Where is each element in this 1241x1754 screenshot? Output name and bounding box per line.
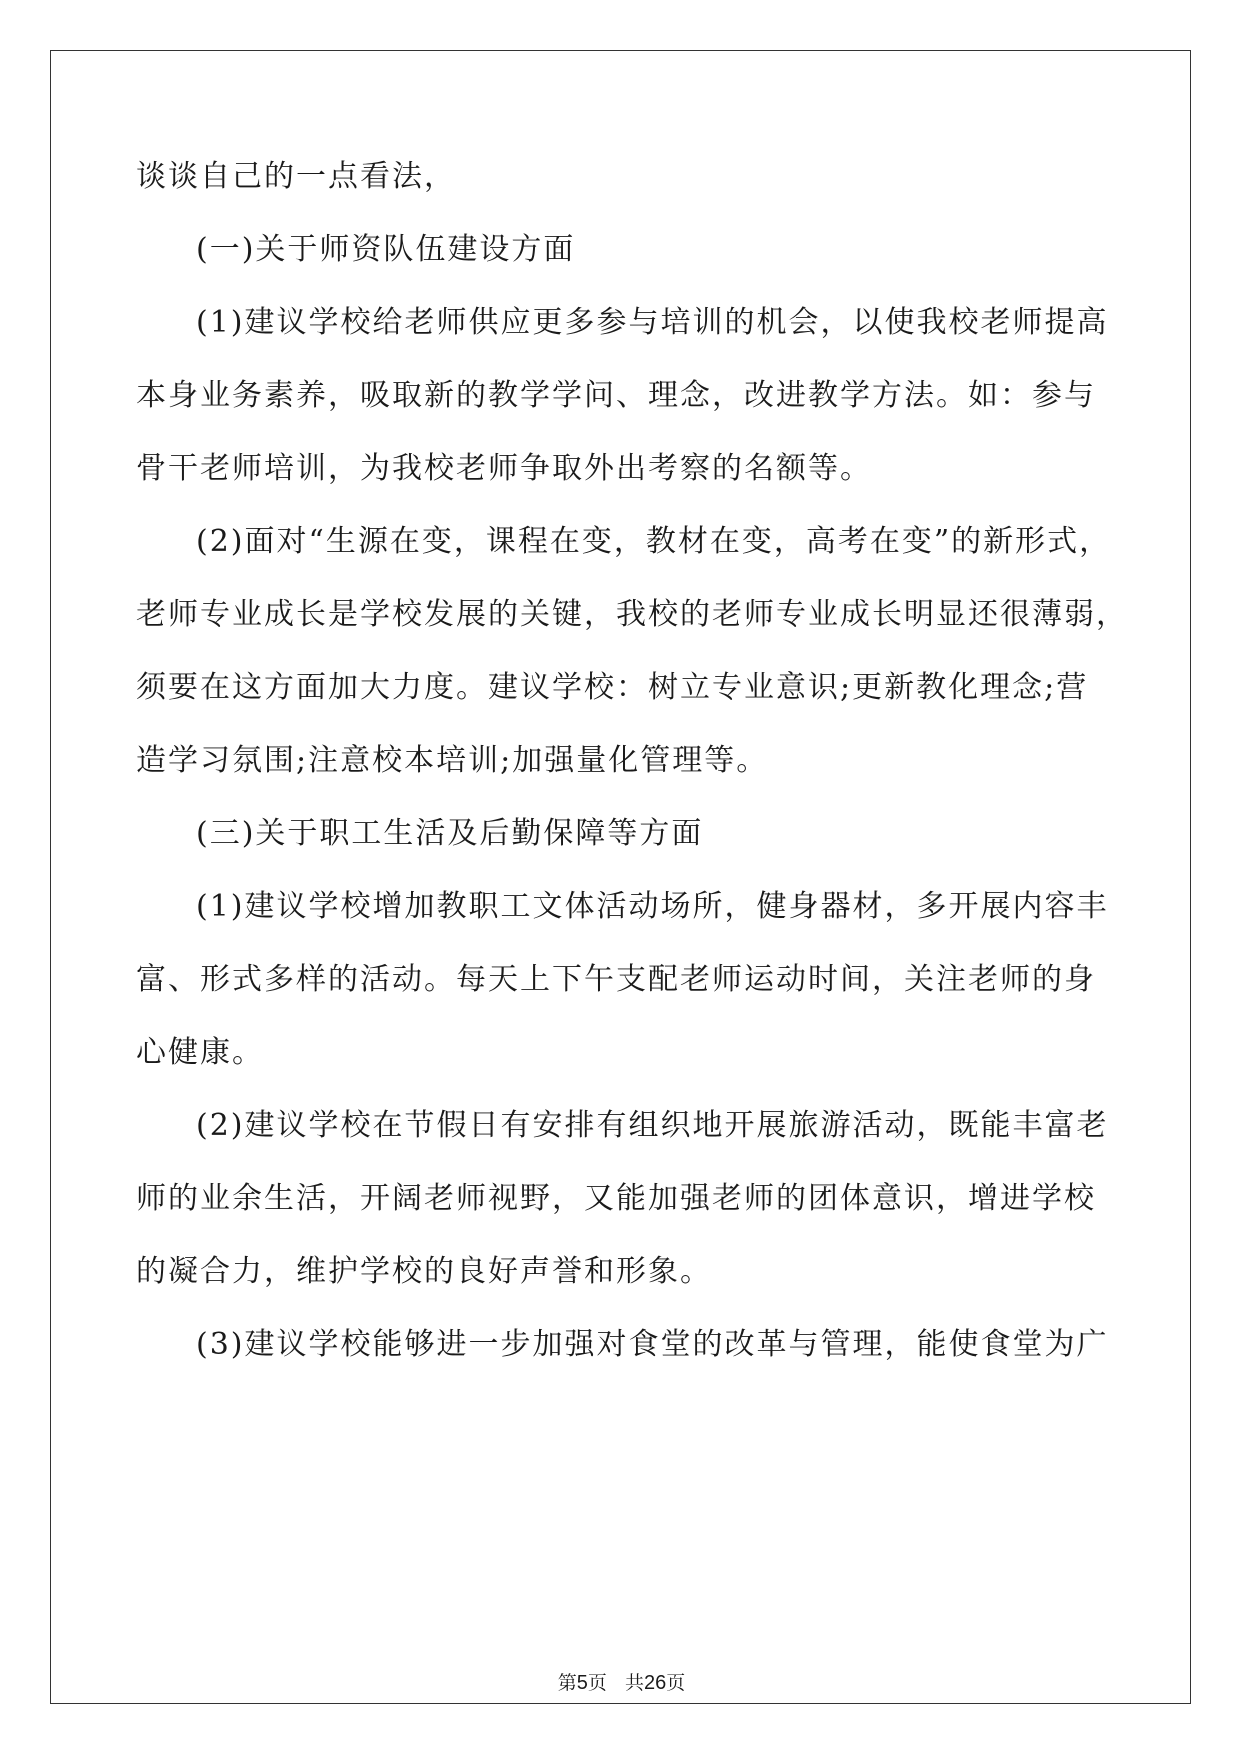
- body-line: (2)面对“生源在变，课程在变，教材在变，高考在变”的新形式，: [196, 524, 1112, 559]
- total-suffix: 页: [666, 1672, 686, 1694]
- body-line: (1)建议学校给老师供应更多参与培训的机会，以使我校老师提高: [196, 305, 1109, 340]
- body-line: (1)建议学校增加教职工文体活动场所，健身器材，多开展内容丰: [196, 889, 1109, 924]
- body-line: 本身业务素养，吸取新的教学学问、理念，改进教学方法。如：参与: [136, 378, 1096, 413]
- body-line: 富、形式多样的活动。每天上下午支配老师运动时间，关注老师的身: [136, 962, 1096, 997]
- page-suffix: 页: [587, 1672, 607, 1694]
- body-line: 谈谈自己的一点看法，: [136, 159, 456, 194]
- body-line: (3)建议学校能够进一步加强对食堂的改革与管理，能使食堂为广: [196, 1327, 1109, 1362]
- section-heading: (一)关于师资队伍建设方面: [196, 232, 576, 267]
- total-prefix: 共: [625, 1672, 645, 1694]
- body-line: 的凝合力，维护学校的良好声誉和形象。: [136, 1254, 712, 1289]
- body-line: (2)建议学校在节假日有安排有组织地开展旅游活动，既能丰富老: [196, 1108, 1109, 1143]
- total-pages: 26: [644, 1672, 667, 1694]
- body-line: 骨干老师培训，为我校老师争取外出考察的名额等。: [136, 451, 872, 486]
- page-frame: [50, 50, 1191, 1704]
- body-line: 须要在这方面加大力度。建议学校：树立专业意识;更新教化理念;营: [136, 670, 1089, 705]
- body-line: 老师专业成长是学校发展的关键，我校的老师专业成长明显还很薄弱，: [136, 597, 1128, 632]
- body-line: 造学习氛围;注意校本培训;加强量化管理等。: [136, 743, 769, 778]
- body-line: 心健康。: [136, 1035, 264, 1070]
- page-number: 5: [576, 1672, 588, 1694]
- page-footer: [51, 1671, 1192, 1695]
- body-line: 师的业余生活，开阔老师视野，又能加强老师的团体意识，增进学校: [136, 1181, 1096, 1216]
- section-heading: (三)关于职工生活及后勤保障等方面: [196, 816, 704, 851]
- page-prefix: 第: [557, 1672, 577, 1694]
